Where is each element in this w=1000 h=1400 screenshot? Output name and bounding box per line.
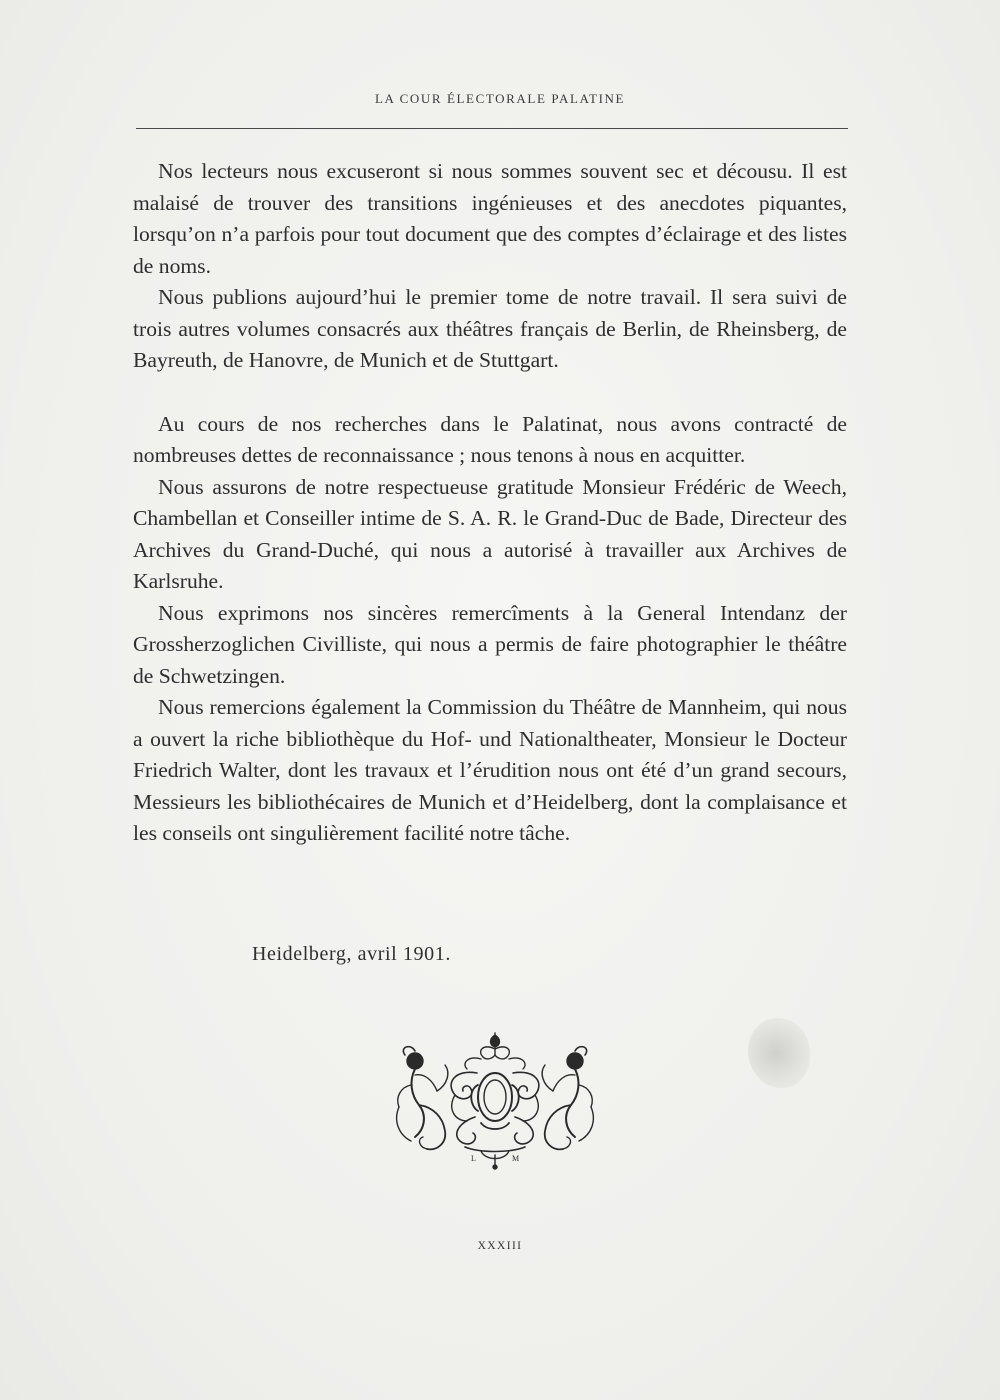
monogram-letter-l: L — [471, 1154, 476, 1163]
header-rule — [136, 128, 848, 129]
running-head: LA COUR ÉLECTORALE PALATINE — [374, 91, 626, 106]
paper-stain — [748, 1018, 810, 1088]
paragraph-5: Nous exprimons nos sincères remercîments à la General Intendanz der Grossherzoglichen Civilliste, qui nous a permis de faire photographier le théâtre de Schwetzingen. — [133, 600, 847, 688]
ornamental-vignette-icon — [385, 1025, 605, 1170]
place-date-line: Heidelberg, avril 1901. — [252, 943, 451, 965]
page-number: XXXIII — [477, 1240, 523, 1252]
paragraph-4: Nous assurons de notre respectueuse gratitude Monsieur Frédéric de Weech, Chambellan et Conseiller intime de S. A. R. le Grand-Duc de Bade, Directeur des Archives du Grand-Duché, qui nous a autorisé à travailler aux Archives de Karlsruhe. — [133, 474, 847, 593]
monogram-letter-m: M — [512, 1154, 520, 1163]
paragraph-1: Nos lecteurs nous excuseront si nous sommes souvent sec et décousu. Il est malaisé de trouver des transitions ingénieuses et des anecdotes piquantes, lorsqu’on n’a parfois pour tout document que des comptes d’éclairage et des listes de noms. — [133, 159, 847, 278]
body-text — [133, 156, 847, 850]
paragraph-6: Nous remercions également la Commission du Théâtre de Mannheim, qui nous a ouvert la riche bibliothèque du Hof- und Nationaltheater, Monsieur le Docteur Friedrich Walter, dont les travaux et l’érudition nous ont été d’un grand secours, Messieurs les bibliothécaires de Munich et d’Heidelberg, dont la complaisance et les conseils ont singulièrement facilité notre tâche. — [133, 695, 847, 845]
section-gap — [133, 377, 847, 409]
paragraph-3: Au cours de nos recherches dans le Palatinat, nous avons contracté de nombreuses dettes de reconnaissance ; nous tenons à nous en acquitter. — [133, 411, 847, 467]
paragraph-2: Nous publions aujourd’hui le premier tome de notre travail. Il sera suivi de trois autres volumes consacrés aux théâtres français de Berlin, de Rheinsberg, de Bayreuth, de Hanovre, de Munich et de Stuttgart. — [133, 285, 847, 372]
